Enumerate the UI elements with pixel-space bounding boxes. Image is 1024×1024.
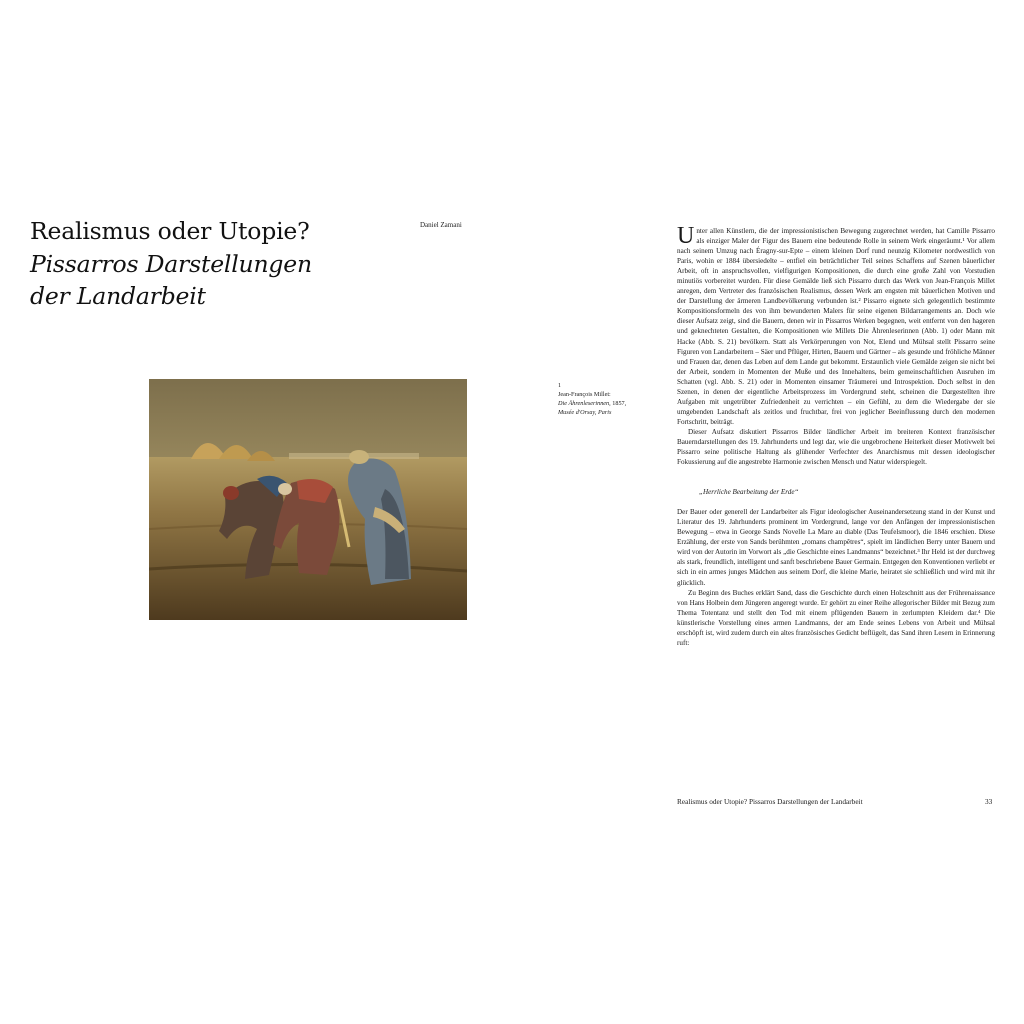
- figure-work-title: Die Ährenleserinnen: [558, 399, 610, 407]
- paragraph-1-text: nter allen Künstlern, die der impressionistischen Bewegung zugerechnet werden, hat Camille Pissarro als einziger Maler der Figur des Bauern eine bedeutende Rolle in seinem Werk eingeräumt.¹ Vor allem nach seinem Umzug nach Éragny-sur-Epte – einem kleinen Dorf rund neunzig Kilometer nordwestlich von Paris, wohin er 1884 übersiedelte – entfiel ein beträchtlicher Teil seines Schaffens auf Szenen bäuerlicher Arbeit, oft in anspruchsvollen, vielfigurigen Kompositionen, die durch eine große Zahl von Vorstudien minutiös vorbereitet wurden. Für diese Gemälde ließ sich Pissarro durch das Werk von Jean-François Millet anregen, dem Vertreter des französischen Realismus, dessen Werk am engsten mit bäuerlichen Motiven und der Darstellung der ärmeren Landbevölkerung verbunden ist.² Pissarro eignete sich gelegentlich bestimmte Kompositionsformeln des von ihm bewunderten Malers für seine eigenen Bildarrangements an. Doch wie dieser Aufsatz zeigt, sind die Bauern, denen wir in Pissarros Werken begegnen, weit entfernt von den hageren und geknechteten Gestalten, die Kompositionen wie Millets Die Ährenleserinnen (Abb. 1) oder Mann mit Hacke (Abb. S. 21) bevölkern. Statt als Verkörperungen von Not, Elend und Mühsal stellt Pissarro seine Figuren von Landarbeitern – Säer und Pflüger, Hirten, Bauern und Gärtner – als gesunde und fröhliche Männer und Frauen dar, denen das Leben auf dem Lande gut bekommt. Erstaunlich viele Gemälde zeigen sie nicht bei der Arbeit, sondern in Momenten der Muße und des Innehaltens, beim gemeinschaftlichen Ausruhen im Schatten (vgl. Abb. S. 21) oder in Momenten einsamer Träumerei und Introspektion. Doch selbst in den Szenen, in denen der eigentliche Arbeitsprozess im Vordergrund steht, scheinen die Dargestellten ihre Aufgaben mit ungetrübter Zufriedenheit zu verrichten – ein Gefühl, zu dem die Wiedergabe der sie umgebenden Landschaft als zeitlos und fruchtbar, frei von jeglicher Beeinflussung durch den modernen Fortschritt, beiträgt.: [677, 227, 995, 426]
- paragraph-3: Der Bauer oder generell der Landarbeiter als Figur ideologischer Auseinandersetzung stand in der Kunst und Literatur des 19. Jahrhunderts prominent im Vordergrund, lange vor den Anfängen der impressionistischen Bewegung – etwa in George Sands Novelle La Mare au diable (Das Teufelsmoor), die 1846 erschien. Diese Erzählung, der erste von Sands berühmten „romans champêtres“, spielt im ländlichen Berry unter Bauern und wird von der Autorin im Vorwort als „die Geschichte eines Landmanns“ bezeichnet.³ Ihr Held ist der durchweg als stark, freundlich, intelligent und sanft beschriebene Bauer Germain. Entgegen den Konventionen verliebt er sich in ein armes junges Mädchen aus seinem Dorf, die kleine Marie, heiratet sie schließlich und wird mit ihr glücklich.: [677, 508, 995, 587]
- page-title: Realismus oder Utopie?: [30, 217, 310, 245]
- figure-location: Musée d'Orsay, Paris: [558, 408, 612, 416]
- figure-year: , 1857,: [609, 399, 627, 407]
- author-name: Daniel Zamani: [420, 221, 462, 229]
- section-heading: „Herrliche Bearbeitung der Erde“: [699, 488, 799, 497]
- paragraph-4: Zu Beginn des Buches erklärt Sand, dass die Geschichte durch einen Holzschnitt aus der Frührenaissance von Hans Holbein dem Jüngeren angeregt wurde. Er gehört zu einer Reihe allegorischer Bilder mit Bezug zum Thema Totentanz und stellt den Tod mit einem pflügenden Bauern in zerlumpten Kleidern dar.⁴ Die künstlerische Vorstellung eines armen Landmanns, der am Ende seines Lebens von Arbeit und Mühsal erschöpft ist, wird zudem durch ein altes französisches Gedicht beflügelt, das Sand ihren Lesern in Erinnerung ruft:: [677, 588, 995, 647]
- dropcap: U: [677, 223, 695, 249]
- page-number: 33: [985, 797, 993, 806]
- running-footer: Realismus oder Utopie? Pissarros Darstellungen der Landarbeit: [677, 797, 863, 806]
- figure-number: 1: [558, 382, 562, 389]
- article-body: [677, 223, 995, 648]
- page-subtitle: [30, 248, 370, 312]
- figure-artist: Jean-François Millet:: [558, 390, 611, 398]
- subtitle-line-2: der Landarbeit: [30, 282, 206, 310]
- subtitle-line-1: Pissarros Darstellungen: [30, 250, 312, 278]
- painting-gleaners: [149, 379, 467, 620]
- paragraph-2: Dieser Aufsatz diskutiert Pissarros Bilder ländlicher Arbeit im breiteren Kontext französischer Bauerndarstellungen des 19. Jahrhunderts und legt dar, wie die ungebrochene Heiterkeit dieser Motivwelt bei Pissarro seine politische Haltung als glühender Verfechter des Anarchismus mit dessen ideologischer Fokussierung auf die angestrebte Harmonie zwischen Mensch und Natur widerspiegelt.: [677, 427, 995, 467]
- title-block: [30, 214, 370, 312]
- figure-caption: [558, 382, 638, 418]
- paragraph-1: [677, 223, 995, 427]
